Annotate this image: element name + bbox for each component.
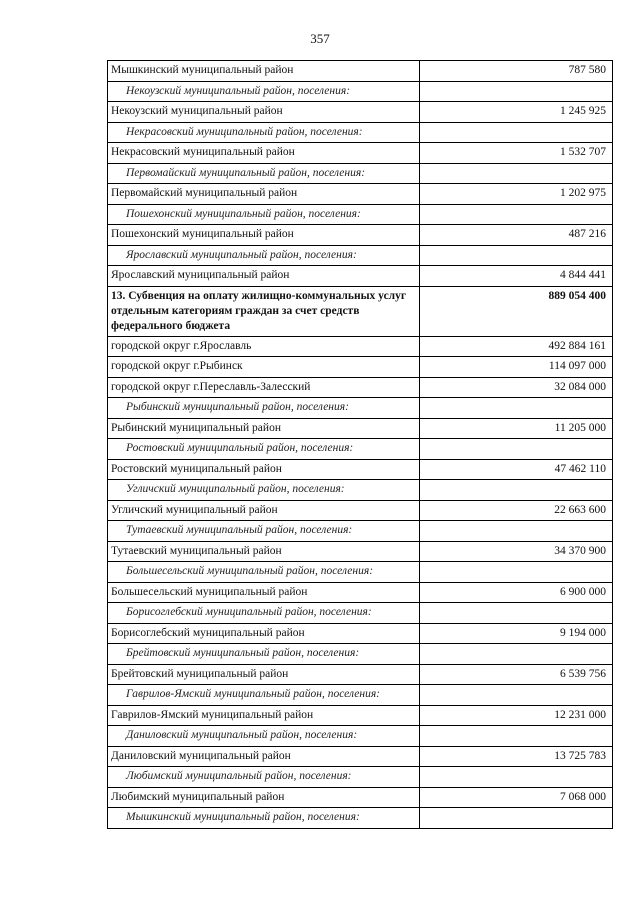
district-name: Ярославский муниципальный район <box>108 266 420 287</box>
amount-cell: 7 068 000 <box>420 787 613 808</box>
settlements-label: Угличский муниципальный район, поселения: <box>108 480 420 501</box>
district-name: Борисоглебский муниципальный район <box>108 623 420 644</box>
settlements-label: Некрасовский муниципальный район, поселения: <box>108 122 420 143</box>
table-row <box>108 357 613 378</box>
settlements-row <box>108 204 613 225</box>
section-row <box>108 286 613 336</box>
settlements-row <box>108 163 613 184</box>
settlements-row <box>108 603 613 624</box>
amount-cell: 13 725 783 <box>420 746 613 767</box>
amount-cell: 6 900 000 <box>420 582 613 603</box>
settlements-row <box>108 122 613 143</box>
district-name: Любимский муниципальный район <box>108 787 420 808</box>
settlements-label: Первомайский муниципальный район, поселения: <box>108 163 420 184</box>
table-row <box>108 143 613 164</box>
amount-cell <box>420 685 613 706</box>
amount-cell <box>420 562 613 583</box>
amount-cell: 47 462 110 <box>420 459 613 480</box>
settlements-label: Большесельский муниципальный район, поселения: <box>108 562 420 583</box>
settlements-row <box>108 245 613 266</box>
amount-cell: 6 539 756 <box>420 664 613 685</box>
table-row <box>108 459 613 480</box>
district-name: городской округ г.Переславль-Залесский <box>108 377 420 398</box>
settlements-row <box>108 81 613 102</box>
amount-cell <box>420 726 613 747</box>
budget-table <box>107 60 613 829</box>
settlements-label: Ярославский муниципальный район, поселения: <box>108 245 420 266</box>
table-row <box>108 623 613 644</box>
table-row <box>108 582 613 603</box>
settlements-label: Рыбинский муниципальный район, поселения: <box>108 398 420 419</box>
table-row <box>108 377 613 398</box>
settlements-label: Даниловский муниципальный район, поселения: <box>108 726 420 747</box>
amount-cell <box>420 81 613 102</box>
table-row <box>108 102 613 123</box>
settlements-label: Некоузский муниципальный район, поселения: <box>108 81 420 102</box>
amount-cell: 1 245 925 <box>420 102 613 123</box>
amount-cell <box>420 480 613 501</box>
settlements-label: Мышкинский муниципальный район, поселения: <box>108 808 420 829</box>
settlements-row <box>108 398 613 419</box>
amount-cell: 22 663 600 <box>420 500 613 521</box>
table-row <box>108 787 613 808</box>
amount-cell <box>420 204 613 225</box>
amount-cell <box>420 808 613 829</box>
amount-cell <box>420 603 613 624</box>
district-name: Некоузский муниципальный район <box>108 102 420 123</box>
table-row <box>108 664 613 685</box>
amount-cell <box>420 767 613 788</box>
amount-cell: 787 580 <box>420 61 613 82</box>
settlements-label: Борисоглебский муниципальный район, поселения: <box>108 603 420 624</box>
table-row <box>108 418 613 439</box>
amount-cell: 12 231 000 <box>420 705 613 726</box>
district-name: городской округ г.Рыбинск <box>108 357 420 378</box>
district-name: Рыбинский муниципальный район <box>108 418 420 439</box>
amount-cell <box>420 439 613 460</box>
district-name: 13. Субвенция на оплату жилищно-коммунальных услуг отдельным категориям граждан за счет средств федерального бюджета <box>108 286 420 336</box>
table-row <box>108 705 613 726</box>
table-row <box>108 61 613 82</box>
district-name: Тутаевский муниципальный район <box>108 541 420 562</box>
amount-cell: 1 202 975 <box>420 184 613 205</box>
district-name: Даниловский муниципальный район <box>108 746 420 767</box>
settlements-label: Любимский муниципальный район, поселения: <box>108 767 420 788</box>
settlements-row <box>108 808 613 829</box>
table-row <box>108 336 613 357</box>
settlements-row <box>108 685 613 706</box>
district-name: Первомайский муниципальный район <box>108 184 420 205</box>
amount-cell <box>420 644 613 665</box>
settlements-row <box>108 562 613 583</box>
amount-cell: 114 097 000 <box>420 357 613 378</box>
amount-cell: 1 532 707 <box>420 143 613 164</box>
settlements-row <box>108 644 613 665</box>
settlements-row <box>108 767 613 788</box>
table-row <box>108 184 613 205</box>
settlements-label: Тутаевский муниципальный район, поселения: <box>108 521 420 542</box>
amount-cell: 34 370 900 <box>420 541 613 562</box>
amount-cell: 4 844 441 <box>420 266 613 287</box>
amount-cell: 487 216 <box>420 225 613 246</box>
page-number: 357 <box>310 31 330 46</box>
amount-cell <box>420 245 613 266</box>
district-name: Гаврилов-Ямский муниципальный район <box>108 705 420 726</box>
amount-cell <box>420 398 613 419</box>
settlements-label: Брейтовский муниципальный район, поселения: <box>108 644 420 665</box>
settlements-label: Гаврилов-Ямский муниципальный район, поселения: <box>108 685 420 706</box>
settlements-label: Пошехонский муниципальный район, поселения: <box>108 204 420 225</box>
amount-cell <box>420 521 613 542</box>
settlements-row <box>108 521 613 542</box>
settlements-row <box>108 726 613 747</box>
district-name: городской округ г.Ярославль <box>108 336 420 357</box>
settlements-label: Ростовский муниципальный район, поселения: <box>108 439 420 460</box>
district-name: Угличский муниципальный район <box>108 500 420 521</box>
table-row <box>108 541 613 562</box>
amount-cell: 32 084 000 <box>420 377 613 398</box>
district-name: Брейтовский муниципальный район <box>108 664 420 685</box>
district-name: Мышкинский муниципальный район <box>108 61 420 82</box>
table-row <box>108 746 613 767</box>
budget-table-body <box>108 61 613 829</box>
amount-cell <box>420 122 613 143</box>
settlements-row <box>108 439 613 460</box>
amount-cell: 9 194 000 <box>420 623 613 644</box>
settlements-row <box>108 480 613 501</box>
amount-cell: 11 205 000 <box>420 418 613 439</box>
district-name: Ростовский муниципальный район <box>108 459 420 480</box>
table-row <box>108 225 613 246</box>
district-name: Некрасовский муниципальный район <box>108 143 420 164</box>
district-name: Большесельский муниципальный район <box>108 582 420 603</box>
district-name: Пошехонский муниципальный район <box>108 225 420 246</box>
amount-cell: 889 054 400 <box>420 286 613 336</box>
amount-cell: 492 884 161 <box>420 336 613 357</box>
table-row <box>108 266 613 287</box>
table-row <box>108 500 613 521</box>
amount-cell <box>420 163 613 184</box>
